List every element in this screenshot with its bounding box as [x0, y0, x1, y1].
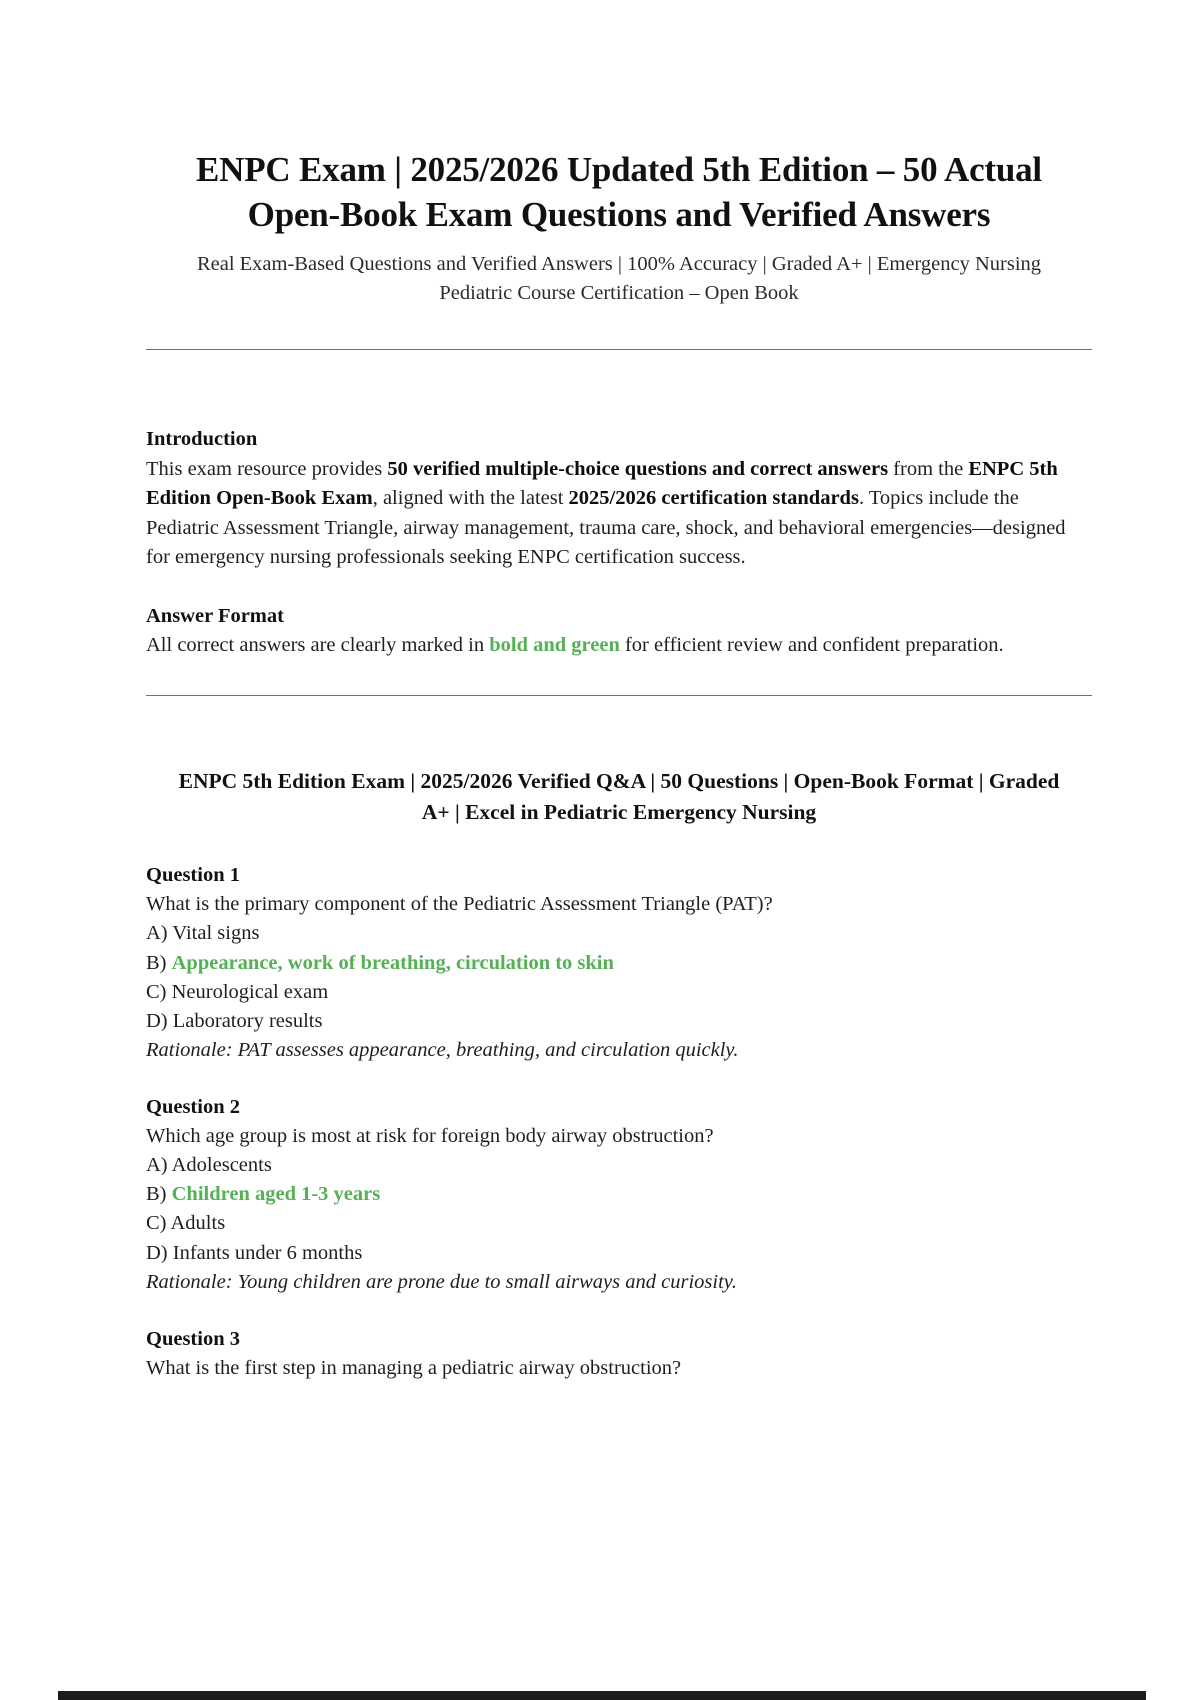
introduction-section: [146, 424, 1092, 573]
question-block: [146, 1093, 1092, 1297]
answer-option[interactable]: [146, 1239, 1092, 1268]
answer-option-text: Laboratory results: [172, 1009, 323, 1032]
answer-option-text: Vital signs: [172, 922, 260, 945]
header-divider: [146, 349, 1092, 350]
answer-option-letter: A): [146, 922, 173, 945]
intro-text-1: This exam resource provides: [146, 457, 388, 480]
answer-option-text: Adults: [170, 1212, 226, 1235]
answer-option-letter: B): [146, 951, 172, 974]
intro-bold-2: ENPC 5th Edition Open-Book Exam: [146, 457, 1058, 510]
answer-format-green-text: bold and green: [489, 634, 620, 657]
answer-format-text-2: for efficient review and confident preparation.: [619, 634, 1004, 657]
intro-text-3: , aligned with the latest: [372, 487, 569, 510]
qa-section-heading: ENPC 5th Edition Exam | 2025/2026 Verified Q&A | 50 Questions | Open-Book Format | Graded A+ | Excel in Pediatric Emergency Nursing: [178, 768, 1060, 825]
question-text: Which age group is most at risk for foreign body airway obstruction?: [146, 1125, 714, 1148]
answer-option-correct[interactable]: [146, 949, 1092, 978]
answer-option[interactable]: [146, 1209, 1092, 1238]
question-text: What is the primary component of the Pediatric Assessment Triangle (PAT)?: [146, 893, 773, 916]
answer-format-section: [146, 601, 1092, 661]
answer-option-letter: D): [146, 1241, 173, 1264]
answer-option-letter: D): [146, 1009, 173, 1032]
section-divider: [146, 695, 1092, 696]
answer-option-text: Adolescents: [171, 1154, 272, 1177]
answer-format-text-1: All correct answers are clearly marked in: [146, 634, 490, 657]
question-label: Question 1: [146, 864, 240, 887]
question-label: Question 2: [146, 1096, 240, 1118]
answer-option-text: Neurological exam: [171, 980, 329, 1003]
question-rationale: Rationale: PAT assesses appearance, breathing, and circulation quickly.: [146, 1038, 739, 1061]
introduction-heading: Introduction: [146, 427, 258, 450]
intro-bold-3: 2025/2026 certification standards: [568, 487, 859, 510]
page-footer-bar: [58, 1691, 1146, 1700]
answer-option-letter: A): [146, 1154, 172, 1177]
answer-format-paragraph: [146, 631, 1092, 661]
answer-option-text: Infants under 6 months: [172, 1241, 363, 1264]
answer-option-letter: C): [146, 980, 172, 1003]
answer-option-text: Children aged 1-3 years: [171, 1183, 381, 1206]
answer-option[interactable]: [146, 1151, 1092, 1180]
question-rationale: Rationale: Young children are prone due to small airways and curiosity.: [146, 1270, 737, 1293]
question-block: [146, 861, 1092, 1065]
question-label: Question 3: [146, 1327, 240, 1350]
questions-container: [146, 861, 1092, 1383]
document-content: [146, 0, 1092, 1383]
answer-option-letter: B): [146, 1183, 172, 1206]
answer-option-text: Appearance, work of breathing, circulation to skin: [171, 951, 614, 974]
question-text: What is the first step in managing a pediatric airway obstruction?: [146, 1356, 682, 1379]
answer-option-letter: C): [146, 1212, 171, 1235]
answer-option[interactable]: [146, 919, 1092, 948]
document-subtitle: Real Exam-Based Questions and Verified Answers | 100% Accuracy | Graded A+ | Emergency Nursing Pediatric Course Certification – Open Book: [196, 252, 1042, 304]
question-block: [146, 1325, 1092, 1383]
answer-option[interactable]: [146, 978, 1092, 1007]
introduction-paragraph: [146, 455, 1092, 573]
intro-bold-1: 50 verified multiple-choice questions and correct answers: [387, 457, 889, 480]
intro-text-2: from the: [888, 457, 969, 480]
answer-option-correct[interactable]: [146, 1180, 1092, 1209]
answer-format-heading: Answer Format: [146, 604, 284, 627]
intro-text-4: . Topics include the Pediatric Assessment Triangle, airway management, trauma care, shock, and behavioral emergencies—designed for emergency nursing professionals seeking ENPC certification success.: [146, 487, 1066, 569]
answer-option[interactable]: [146, 1007, 1092, 1036]
document-title: ENPC Exam | 2025/2026 Updated 5th Edition – 50 Actual Open-Book Exam Questions and Verified Answers: [196, 150, 1042, 234]
